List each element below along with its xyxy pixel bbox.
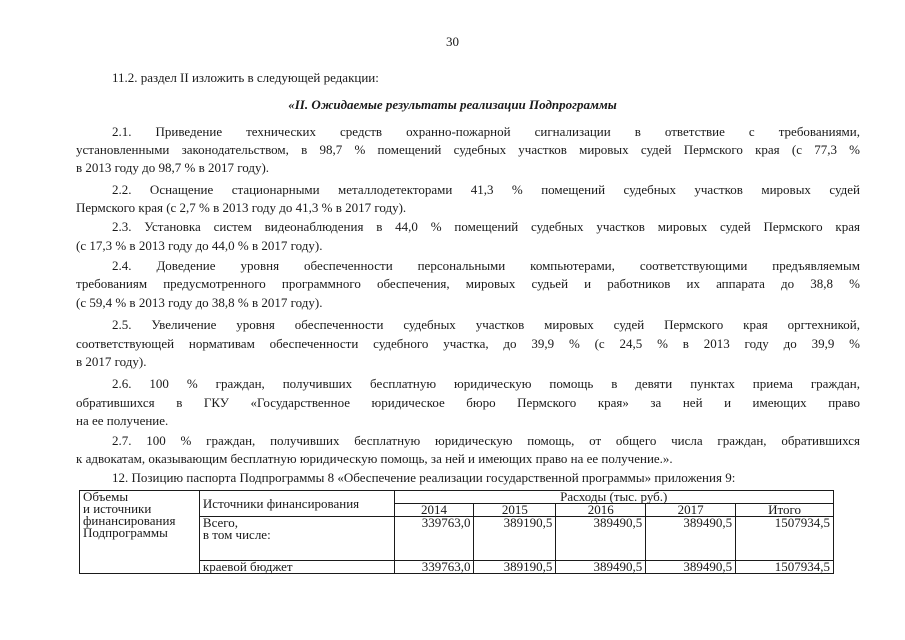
row-label-line: финансирования [83, 513, 176, 528]
value-cell: 339763,0 [394, 517, 474, 561]
value-cell: 339763,0 [394, 561, 474, 574]
item-2-2-line-1: 2.2. Оснащение стационарными металлодетекторами 41,3 % помещений судебных участков мировых судей [112, 182, 860, 197]
item-2-7-line-1: 2.7. 100 % граждан, получивших бесплатную юридическую помощь, от общего числа граждан, обратившихся [112, 433, 860, 448]
financing-table [79, 490, 834, 574]
row-label: краевой бюджет [199, 561, 394, 574]
item-2-4-line-1: 2.4. Доведение уровня обеспеченности персональными компьютерами, соответствующими предъявляемым [112, 258, 860, 273]
row-label-cell [80, 491, 200, 574]
section-heading: «II. Ожидаемые результаты реализации Подпрограммы [288, 97, 617, 112]
row-label-line: в том числе: [202, 527, 271, 542]
item-2-2-line-2: Пермского края (с 2,7 % в 2013 году до 41,3 % в 2017 году). [76, 200, 407, 215]
item-2-4-line-2: требованиям предусмотренного программного обеспечения, мировых судьей и работников их аппарата до 38,8 % [76, 276, 860, 291]
item-12-line: 12. Позицию паспорта Подпрограммы 8 «Обеспечение реализации государственной программы» приложения 9: [112, 470, 736, 485]
sources-header: Источники финансирования [199, 491, 394, 517]
item-2-1-line-3: в 2013 году до 98,7 % в 2017 году). [76, 160, 270, 175]
value-cell: 389190,5 [474, 517, 556, 561]
item-2-4-line-3: (с 59,4 % в 2013 году до 38,8 % в 2017 году). [76, 295, 323, 310]
year-header: 2017 [646, 504, 736, 517]
value-cell: 389490,5 [646, 517, 736, 561]
intro-line: 11.2. раздел II изложить в следующей редакции: [112, 70, 379, 85]
item-2-7-line-2: к адвокатам, оказывающим бесплатную юридическую помощь, за ней и имеющих право на ее получение.». [76, 451, 673, 466]
row-label-line: Подпрограммы [83, 525, 168, 540]
item-2-3-line-1: 2.3. Установка систем видеонаблюдения в 44,0 % помещений судебных участков мировых судей Пермского края [112, 219, 860, 234]
row-label-line: Всего, [202, 515, 239, 530]
value-cell: 1507934,5 [736, 517, 834, 561]
year-header: 2015 [474, 504, 556, 517]
item-2-6-line-1: 2.6. 100 % граждан, получивших бесплатную юридическую помощь в девяти пунктах приема граждан, [112, 376, 860, 391]
item-2-6-line-3: на ее получение. [76, 413, 169, 428]
value-cell: 1507934,5 [736, 561, 834, 574]
row-label [199, 517, 394, 561]
item-2-5-line-1: 2.5. Увеличение уровня обеспеченности судебных участков мировых судей Пермского края оргтехникой, [112, 317, 860, 332]
value-cell: 389490,5 [556, 517, 646, 561]
item-2-5-line-3: в 2017 году). [76, 354, 147, 369]
expenses-header: Расходы (тыс. руб.) [394, 491, 833, 504]
item-2-1-line-1: 2.1. Приведение технических средств охранно-пожарной сигнализации в ответствие с требованиями, [112, 124, 860, 139]
item-2-1-line-2: установленными законодательством, в 98,7 % помещений судебных участков мировых судей Пермского края (с 77,3 % [76, 142, 860, 157]
row-label-line: Объемы [83, 489, 129, 504]
value-cell: 389490,5 [646, 561, 736, 574]
item-2-6-line-2: обратившихся в ГКУ «Государственное юридическое бюро Пермского края» за ней и имеющих право [76, 395, 860, 410]
value-cell: 389190,5 [474, 561, 556, 574]
table-header-row [80, 491, 834, 504]
item-2-5-line-2: соответствующей нормативам обеспеченности судебного участка, до 39,9 % (с 24,5 % в 2013 году до 39,9 % [76, 336, 860, 351]
total-header: Итого [736, 504, 834, 517]
item-2-3-line-2: (с 17,3 % в 2013 году до 44,0 % в 2017 году). [76, 238, 323, 253]
year-header: 2014 [394, 504, 474, 517]
value-cell: 389490,5 [556, 561, 646, 574]
year-header: 2016 [556, 504, 646, 517]
row-label-line: и источники [83, 501, 152, 516]
page-number: 30 [446, 34, 459, 49]
